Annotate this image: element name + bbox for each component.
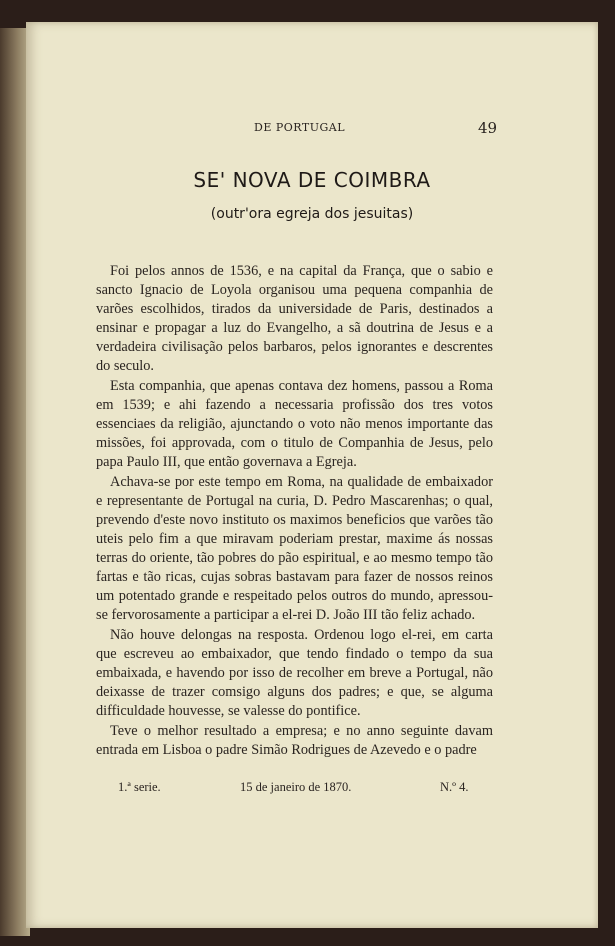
book-page	[26, 22, 598, 928]
paragraph: Teve o melhor resultado a empresa; e no anno seguinte davam entrada em Lisboa o padre Simão Rodrigues de Azevedo e o padre	[96, 723, 493, 758]
footer-issue-number: N.º 4.	[440, 780, 469, 794]
page-number: 49	[478, 119, 498, 137]
footer-series: 1.ª serie.	[118, 780, 161, 794]
paragraph: Foi pelos annos de 1536, e na capital da França, que o sabio e sancto Ignacio de Loyola organisou uma pequena companhia de varões escolhidos, tirados da universidade de Paris, destinados a ensinar e propagar a luz do Evangelho, a sã doutrina de Jesus e a verdadeira civilisação pelos barbaros, pelos ignorantes e descrentes do seculo.	[96, 263, 493, 374]
footer-date: 15 de janeiro de 1870.	[240, 780, 352, 794]
paragraph: Esta companhia, que apenas contava dez homens, passou a Roma em 1539; e ahi fazendo a necessaria profissão dos tres votos essenciaes da religião, ajunctando o voto não menos importante das missões, foi approvada, com o titulo de Companhia de Jesus, pelo papa Paulo III, que então governava a Egreja.	[96, 378, 493, 470]
paragraph: Achava-se por este tempo em Roma, na qualidade de embaixador e representante de Portugal na curia, D. Pedro Mascarenhas; o qual, prevendo d'este novo instituto os maximos beneficios que varões tão uteis pelo fim a que miravam poderiam prestar, maxime ás nossas terras do oriente, tão pobres do pão espiritual, e ao mesmo tempo tão fartas e tão ricas, cujas sobras bastavam para fazer de nossos reinos um potentado grande e respeitado pelos outros do mundo, apressou-se fervorosamente a participar a el-rei D. João III tão feliz achado.	[96, 474, 493, 623]
running-head: DE PORTUGAL	[254, 121, 345, 134]
article-body	[96, 262, 493, 761]
article-subtitle: (outr'ora egreja dos jesuitas)	[210, 206, 414, 222]
article-title: SE' NOVA DE COIMBRA	[193, 168, 431, 192]
paragraph: Não houve delongas na resposta. Ordenou logo el-rei, em carta que escreveu ao embaixador, que tendo findado o tempo da sua embaixada, e havendo por isso de recolher em breve a Portugal, não deixasse de trazer comsigo alguns dos padres; e que, se alguma difficuldade houvesse, se valesse do pontifice.	[96, 627, 493, 719]
